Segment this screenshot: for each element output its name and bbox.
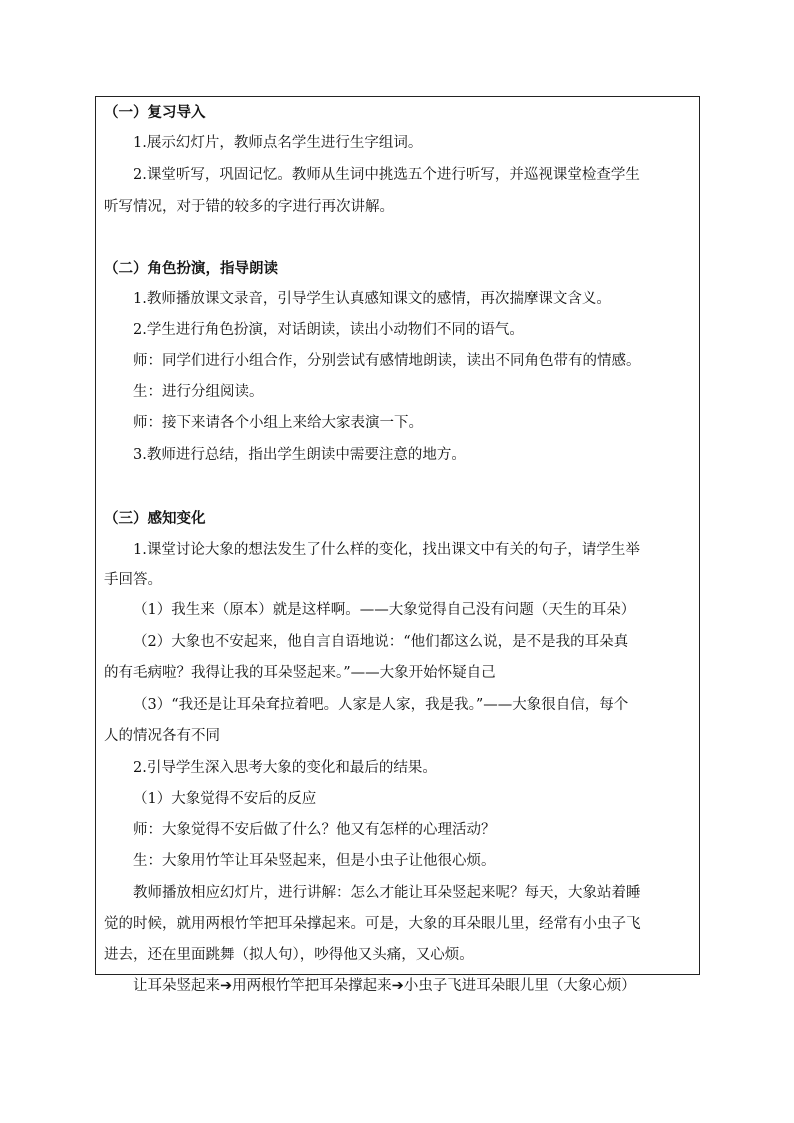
section-heading-perceive-change: （三）感知变化 [104,511,206,527]
text-line: 1.教师播放课文录音，引导学生认真感知课文的感情，再次揣摩课文含义。 [133,291,611,307]
text-line: 听写情况，对于错的较多的字进行再次讲解。 [104,199,394,215]
text-line: 生：进行分组阅读。 [133,384,264,400]
text-line: 进去，还在里面跳舞（拟人句），吵得他又头痛，又心烦。 [104,947,474,963]
section-heading-role-play: （二）角色扮演，指导朗读 [104,261,278,277]
text-line: 觉的时候，就用两根竹竿把耳朵撑起来。可是，大象的耳朵眼儿里，经常有小虫子飞 [104,916,641,932]
text-line: 2.学生进行角色扮演，对话朗读，读出小动物们不同的语气。 [133,322,524,338]
text-line: 人的情况各有不同 [104,728,220,744]
text-line: 1.展示幻灯片，教师点名学生进行生字组词。 [133,135,423,151]
text-line: 手回答。 [104,572,162,588]
text-line: 2.引导学生深入思考大象的变化和最后的结果。 [133,760,437,776]
text-line: 教师播放相应幻灯片，进行讲解：怎么才能让耳朵竖起来呢？每天，大象站着睡 [133,885,641,901]
text-line: （3）“我还是让耳朵耷拉着吧。人家是人家，我是我。”——大象很自信，每个 [133,697,629,713]
lesson-plan-table [95,96,700,975]
text-line: 让耳朵竖起来➔用两根竹竿把耳朵撑起来➔小虫子飞进耳朵眼儿里（大象心烦） [133,978,636,994]
text-line: （1）我生来（原本）就是这样啊。——大象觉得自己没有问题（天生的耳朵） [133,602,636,618]
text-line: 的有毛病啦？我得让我的耳朵竖起来。”——大象开始怀疑自己 [104,665,496,681]
section-heading-review: （一）复习导入 [104,105,206,121]
text-line: 1.课堂讨论大象的想法发生了什么样的变化，找出课文中有关的句子，请学生举 [133,542,640,558]
text-line: 2.课堂听写，巩固记忆。教师从生词中挑选五个进行听写，并巡视课堂检查学生 [133,167,640,183]
text-line: 生：大象用竹竿让耳朵竖起来，但是小虫子让他很心烦。 [133,853,496,869]
text-line: （1）大象觉得不安后的反应 [133,791,317,807]
text-line: 师：大象觉得不安后做了什么？他又有怎样的心理活动？ [133,822,496,838]
text-line: （2）大象也不安起来，他自言自语地说：“他们都这么说，是不是我的耳朵真 [133,634,629,650]
text-line: 师：同学们进行小组合作，分别尝试有感情地朗读，读出不同角色带有的情感。 [133,353,641,369]
text-line: 师：接下来请各个小组上来给大家表演一下。 [133,415,423,431]
text-line: 3.教师进行总结，指出学生朗读中需要注意的地方。 [133,447,466,463]
